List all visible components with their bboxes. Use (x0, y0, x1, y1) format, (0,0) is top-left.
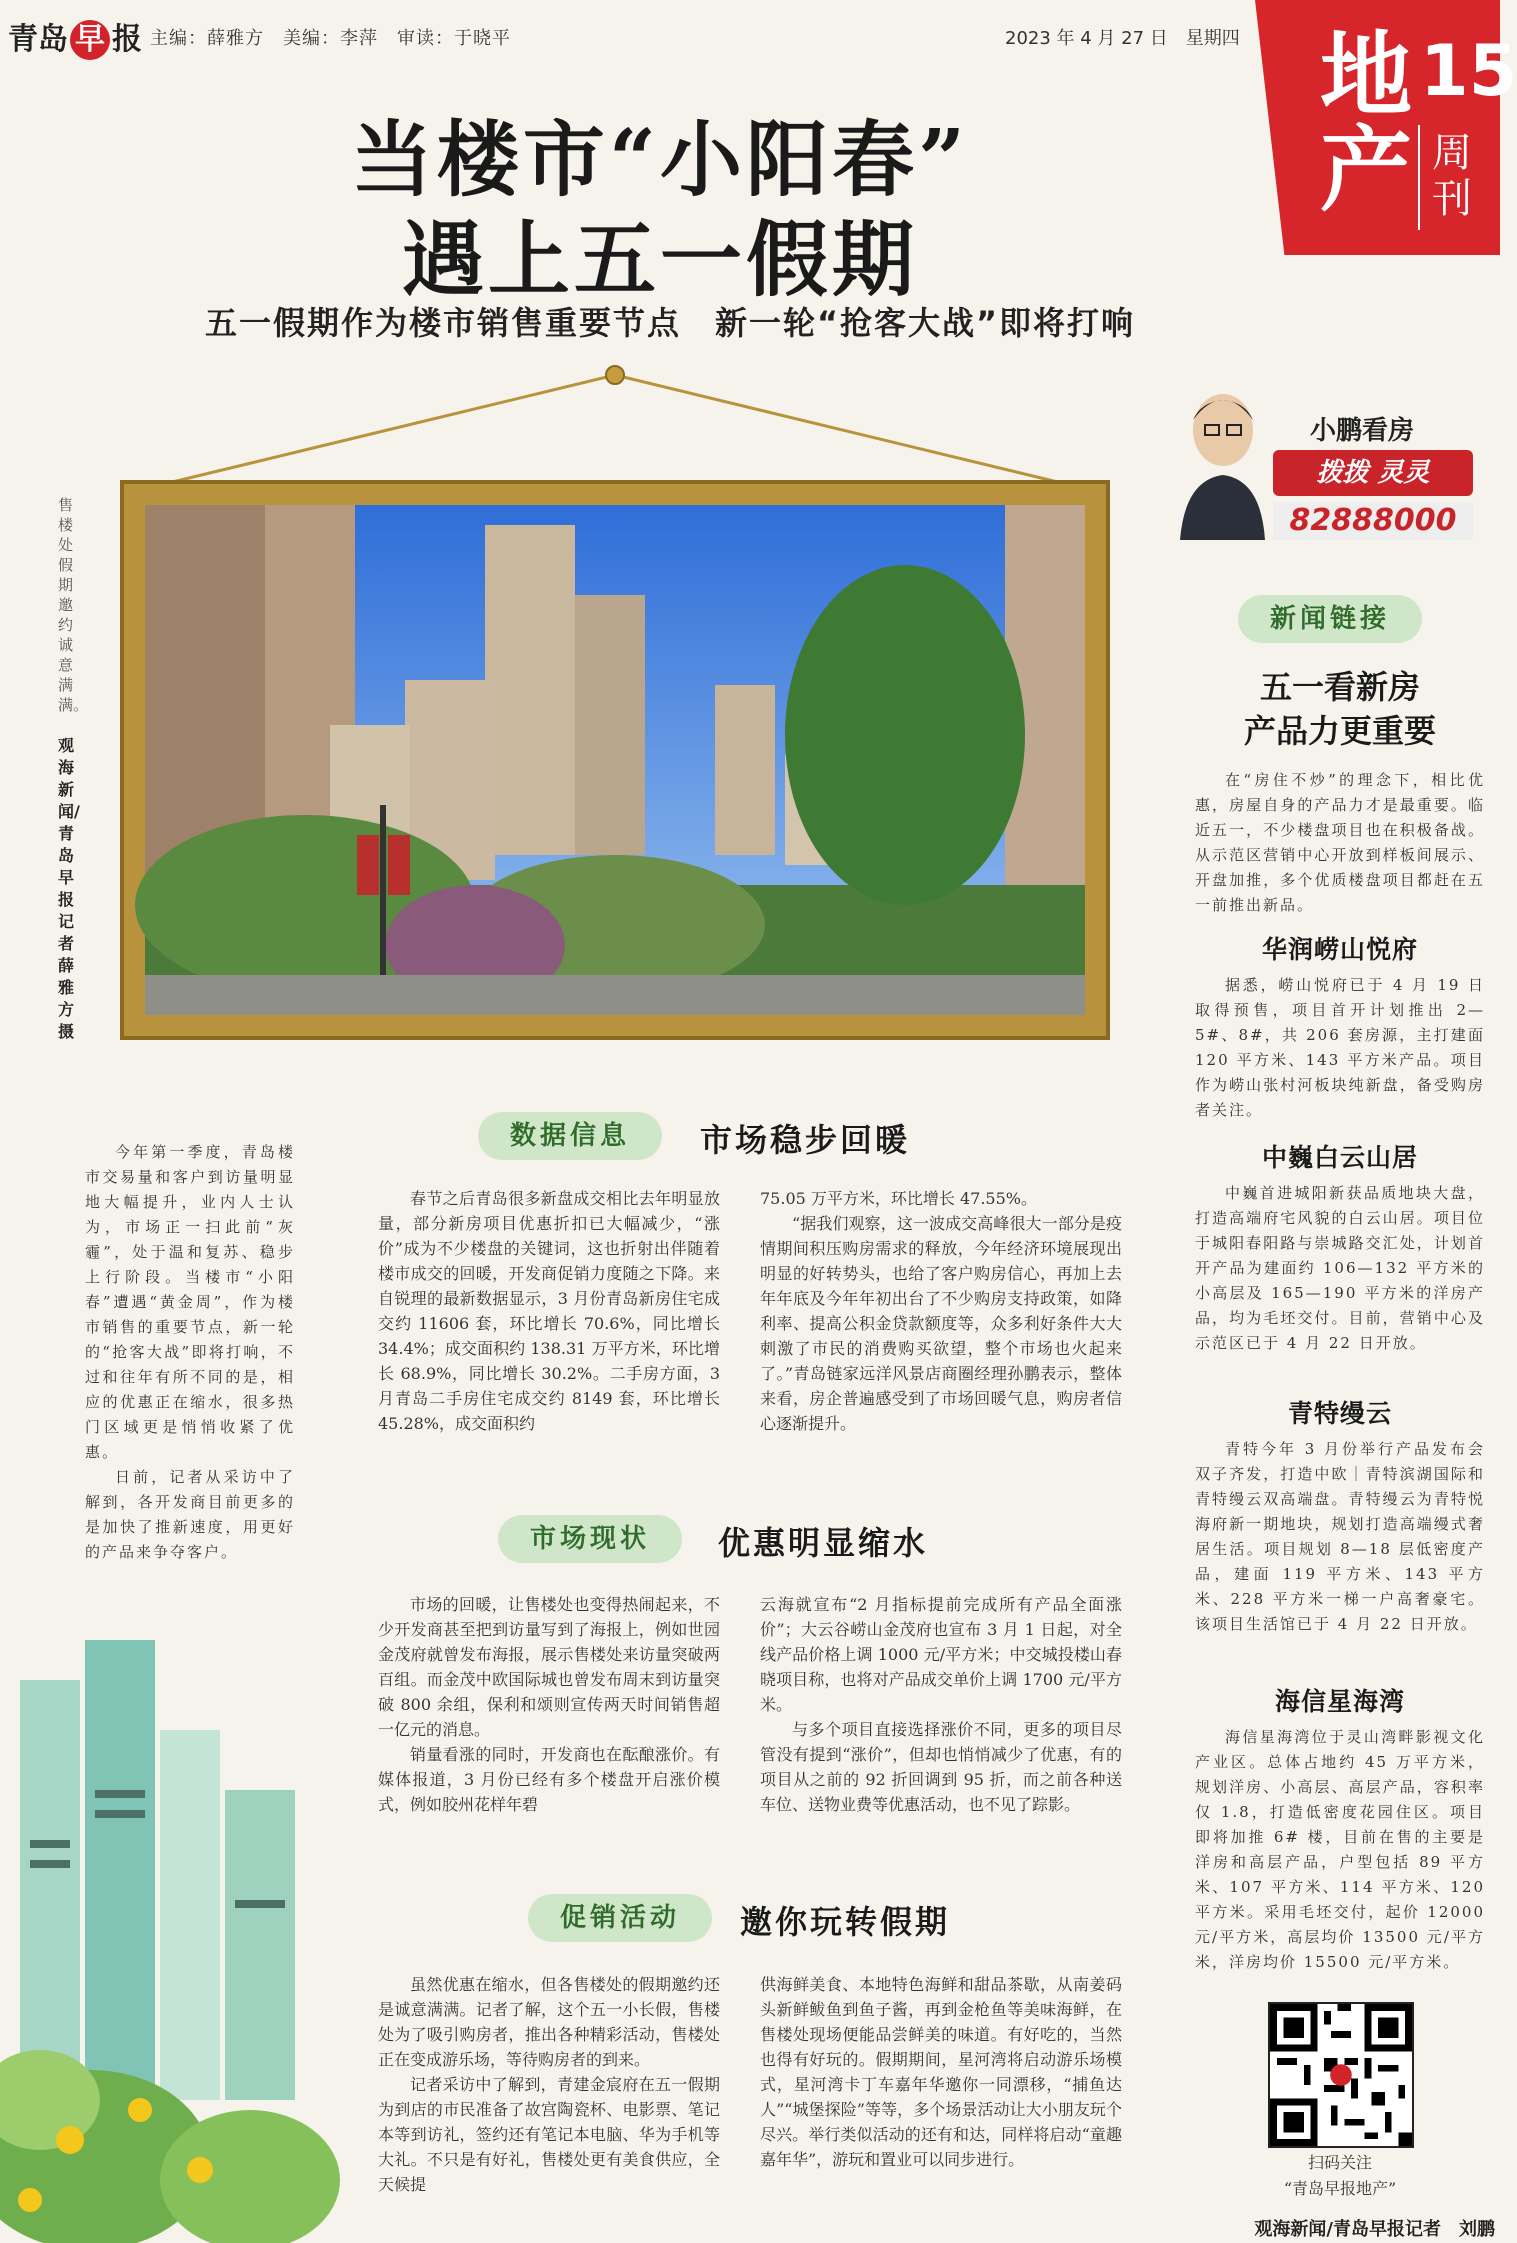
reporter-portrait-icon (1175, 380, 1270, 540)
section3-column-2 (760, 1972, 1122, 2172)
badge-weekly: 周刊 (1432, 130, 1472, 222)
qr-code-icon[interactable] (1268, 2002, 1414, 2148)
section3-paragraph-2: 记者采访中了解到，青建金宸府在五一假期为到店的市民准备了故宫陶瓷杯、电影票、笔记本等到访礼，签约还有笔记本电脑、华为手机等大礼。不只是有好礼，售楼处更有美食供应，全天候提 (378, 2075, 720, 2194)
headline-line-2: 遇上五一假期 (401, 212, 918, 308)
section1-column-1 (378, 1186, 720, 1436)
section2-column-1 (378, 1592, 720, 1817)
page-number: 15 (1420, 30, 1517, 112)
city-illustration (0, 1640, 330, 2240)
news-link-pill: 新闻链接 (1238, 595, 1422, 643)
sidebar-item-title: 海信星海湾 (1274, 1687, 1405, 1716)
sidebar-item-title: 中巍白云山居 (1261, 1143, 1418, 1172)
section3-column-1 (378, 1972, 720, 2197)
sidebar-item-title: 青特缦云 (1287, 1399, 1392, 1428)
sidebar-headline-line-1: 五一看新房 (1259, 668, 1420, 706)
sidebar-item-paragraph: 中巍首进城阳新获品质地块大盘，打造高端府宅风貌的白云山居。项目位于城阳春阳路与崇城路交汇处，计划首开产品为建面约 106—132 平方米的小高层及 165—190 平方米的洋房产品，均为毛坯交付。目前，营销中心及示范区已于 4 月 22 日开放。 (1195, 1184, 1485, 1352)
photo-caption: 售楼处假期邀约诚意满满。 (58, 496, 89, 714)
sidebar-item-text (1195, 973, 1485, 1123)
section3-paragraph-3: 供海鲜美食、本地特色海鲜和甜品茶歇，从南姜码头新鲜鲅鱼到鱼子酱，再到金枪鱼等美味海鲜，在售楼处现场便能品尝鲜美的味道。有好吃的，当然也得有好玩的。假期期间，星河湾将启动游乐场模式，星河湾卡丁车嘉年华邀你一同漂移，“捕鱼达人”“城堡探险”等等，多个场景活动让大小朋友玩个尽兴。举行类似活动的还有和达，同样将启动“童趣嘉年华”，游玩和置业可以同步进行。 (760, 1975, 1122, 2169)
intro-text (85, 1140, 295, 1565)
sidebar-item-paragraph: 青特今年 3 月份举行产品发布会双子齐发，打造中欧｜青特滨湖国际和青特缦云双高端盘。青特缦云为青特悦海府新一期地块，规划打造高端缦式奢居生活。项目规划 8—18 层低密度产品，建面 119 平方米、143 平方米、228 平方米一梯一户高奢豪宅。该项目生活馆已于 4 月 22 日开放。 (1195, 1440, 1485, 1633)
frame-hanger-icon (120, 360, 1110, 490)
sidebar-item-text (1195, 1437, 1485, 1637)
sidebar-headline (1215, 665, 1465, 753)
headline-line-1: 当楼市“小阳春” (350, 112, 970, 208)
intro-paragraph-2: 日前，记者从采访中了解到，各开发商目前更多的是加快了推新速度，用更好的产品来争夺客户。 (85, 1468, 295, 1561)
qr-caption (1260, 2150, 1420, 2202)
section2-paragraph-2: 销量看涨的同时，开发商也在酝酿涨价。有媒体报道，3 月份已经有多个楼盘开启涨价模式，例如胶州花样年碧 (378, 1745, 720, 1814)
newspaper-logo (8, 14, 142, 60)
sidebar-item-text (1195, 1725, 1485, 1975)
section-title-discount-shrink: 优惠明显缩水 (718, 1524, 929, 1562)
sidebar-intro-paragraph: 在“房住不炒”的理念下，相比优惠，房屋自身的产品力才是最重要。临近五一，不少楼盘项目也在积极备战。从示范区营销中心开放到样板间展示、开盘加推，多个优质楼盘项目都赶在五一前推出新品。 (1195, 771, 1485, 914)
column-name: 小鹏看房 (1310, 416, 1415, 446)
section-pill-market-status: 市场现状 (498, 1515, 682, 1563)
buildings-photo (145, 505, 1085, 1015)
badge-char-1: 地 (1320, 22, 1413, 129)
section2-column-2 (760, 1592, 1122, 1817)
hotline-number: 82888000 (1273, 502, 1473, 540)
section-pill-data: 数据信息 (478, 1112, 662, 1160)
qr-caption-line-2: “青岛早报地产” (1283, 2179, 1397, 2198)
issue-date: 2023 年 4 月 27 日 星期四 (1005, 28, 1240, 49)
badge-char-2: 产 (1320, 117, 1413, 224)
section1-paragraph-3: “据我们观察，这一波成交高峰很大一部分是疫情期间积压购房需求的释放，今年经济环境展现出明显的好转势头，也给了客户购房信心，再加上去年年底及今年年初出台了不少购房支持政策，如降利率、提高公积金贷款额度等，众多利好条件大大刺激了市民的消费购买欲望，整个市场也火起来了。”青岛链家远洋风景店商圈经理孙鹏表示，整体来看，房企普遍感受到了市场回暖气息，购房者信心逐渐提升。 (760, 1214, 1122, 1433)
section2-paragraph-3: 云海就宣布“2 月指标提前完成所有产品全面涨价”；大云谷崂山金茂府也宣布 3 月 1 日起，对全线产品价格上调 1000 元/平方米；中交城投楼山春晓项目称，也将对产品成交单价上调 1700 元/平方米。 (760, 1595, 1122, 1714)
editor-credits: 主编：薛雅方 美编：李萍 审读：于晓平 (150, 28, 511, 49)
badge-divider (1418, 125, 1420, 230)
subheadline: 五一假期作为楼市销售重要节点 新一轮“抢客大战”即将打响 (204, 304, 1136, 342)
section2-paragraph-4: 与多个项目直接选择涨价不同，更多的项目尽管没有提到“涨价”，但却也悄悄减少了优惠，有的项目从之前的 92 折回调到 95 折，而之前各种送车位、送物业费等优惠活动，也不见了踪影。 (760, 1720, 1122, 1814)
logo-text-post: 报 (112, 22, 142, 57)
qr-caption-line-1: 扫码关注 (1307, 2153, 1372, 2172)
reporter-byline: 观海新闻/青岛早报记者 刘鹏 (1254, 2219, 1495, 2240)
logo-text-pre: 青岛 (8, 22, 68, 57)
section-pill-promotion: 促销活动 (528, 1894, 712, 1942)
hotline-tag: 拨拨 灵灵 (1273, 450, 1473, 496)
headline (340, 110, 980, 310)
sidebar-item-paragraph: 海信星海湾位于灵山湾畔影视文化产业区。总体占地约 45 万平方米，规划洋房、小高层、高层产品，容积率仅 1.8，打造低密度花园住区。项目即将加推 6# 楼，目前在售的主要是洋房和高层产品，户型包括 89 平方米、107 平方米、114 平方米、120 平方米。采用毛坯交付，起价 12000 元/平方米，高层均价 13500 元/平方米，洋房均价 15500 元/平方米。 (1195, 1728, 1485, 1971)
intro-paragraph-1: 今年第一季度，青岛楼市交易量和客户到访量明显地大幅提升，业内人士认为，市场正一扫此前“灰霾”，处于温和复苏、稳步上行阶段。当楼市“小阳春”遭遇“黄金周”，作为楼市销售的重要节点，新一轮的“抢客大战”即将打响，不过和往年有所不同的是，相应的优惠正在缩水，很多热门区域更是悄悄收紧了优惠。 (85, 1143, 295, 1461)
logo-text-mid: 早 (70, 20, 110, 60)
sidebar-item-paragraph: 据悉，崂山悦府已于 4 月 19 日取得预售，项目首开计划推出 2—5#、8#，共 206 套房源，主打建面 120 平方米、143 平方米产品。项目作为崂山张村河板块纯新盘，备受购房者关注。 (1195, 976, 1485, 1119)
section1-column-2 (760, 1186, 1122, 1436)
sidebar-intro (1195, 768, 1485, 918)
section2-paragraph-1: 市场的回暖，让售楼处也变得热闹起来，不少开发商甚至把到访量写到了海报上，例如世园金茂府就曾发布海报，展示售楼处来访量突破两百组。而金茂中欧国际城也曾发布周末到访量突破 800 余组，保利和颂则宣传两天时间销售超一亿元的消息。 (378, 1595, 720, 1739)
section-title-market-recovery: 市场稳步回暖 (700, 1121, 911, 1159)
sidebar-item-title: 华润崂山悦府 (1261, 935, 1418, 964)
sidebar-headline-line-2: 产品力更重要 (1243, 712, 1436, 750)
sidebar-item-text (1195, 1181, 1485, 1356)
photo-credit: 观海新闻/青岛早报记者 薛雅方 摄 (58, 736, 91, 1041)
section1-paragraph-2: 75.05 万平方米，环比增长 47.55%。 (760, 1189, 1037, 1208)
section3-paragraph-1: 虽然优惠在缩水，但各售楼处的假期邀约还是诚意满满。记者了解，这个五一小长假，售楼处为了吸引购房者，推出各种精彩活动，售楼处正在变成游乐场，等待购房者的到来。 (378, 1975, 720, 2069)
section1-paragraph-1: 春节之后青岛很多新盘成交相比去年明显放量，部分新房项目优惠折扣已大幅减少，“涨价”成为不少楼盘的关键词，这也折射出伴随着楼市成交的回暖，开发商促销力度随之下降。来自锐理的最新数据显示，3 月份青岛新房住宅成交约 11606 套，环比增长 70.6%，同比增长 34.4%；成交面积约 138.31 万平方米，环比增长 68.9%，同比增长 30.2%。二手房方面，3 月青岛二手房住宅成交约 8149 套，环比增长 45.28%，成交面积约 (378, 1189, 720, 1433)
section-title-holiday-fun: 邀你玩转假期 (740, 1903, 951, 1941)
